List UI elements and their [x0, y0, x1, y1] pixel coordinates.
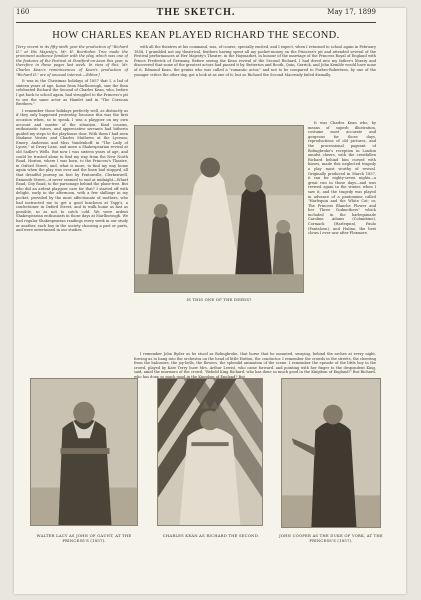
editor-note: [Very recent in its fifty-ninth year the production of "Richard II." at His Majesty's, Mr. H. Beerbohm Tree made the prominent audience familiar with the play, which was one of the features of the Festival at Stratford-on-Avon this year, is therefore in these pages last week. In view of this, Mr. Charles Kean's reminiscences of Kean's production of "Richard II." are of unusual interest.—Editor.]	[16, 45, 128, 77]
portrait-illustration	[158, 379, 262, 525]
paragraph: I remember those holidays perfectly well, as distinctly as if they only happened yesterday, because this was the first occasion when, so to speak, I was a playgoer on my own account and master of the situation. Kind cousins, enthusiastic tutors, and appreciative servants had hitherto guided my steps to the playhouse door. With them I had seen Madame Vestris and Charles Mathews at the Lyceum; Emery, Anderson and Miss Vandenhoff, in "The Lady of Lyons," at Drury Lane, and more a Shakespearian revival at old Sadler's Wells. But now I was sixteen years of age, and could be trusted alone to find my way from the New North Road, Hoxton, where I was born, to the Princess's Theatre, in Oxford Street; and, what is more, to find my way home again when the play was over and the linen had stopped, all that dreadful journey on foot by Pentonville, Clerkenwell, Exmouth Street—it never seemed to end at midnight—Wharf Road, City Road, to the parsonage behind the plane-tree. But who did an ardent playgoer care for that? I started off with delight, early in the afternoon, with a few shillings in my pocket, provided by the most affectionate of mothers, who had instructed me to get a good luncheon at Tapp's, a confectioner in Oxford Street, and to walk home as fast as possible, so as not to catch cold. We were ardent Shakespearian enthusiasts in those days at Marlborough. We had regular Shakespearian readings every week in our study or another, each boy in the society choosing a part or parts, and were entertained in our studies.	[16, 108, 128, 233]
main-photo-caption: IS THIS ONE OF THE DEEDS?	[186, 297, 252, 302]
portrait-photo-3	[281, 378, 381, 528]
article-headline: HOW CHARLES KEAN PLAYED RICHARD THE SECOND.	[52, 30, 340, 41]
scene-illustration	[135, 126, 303, 292]
paragraph: with all the theatres at his command, was, of course, specially excited, and I expect, when I returned to school again in February 1858, I grumbled not my theatrical, feathers having spent all my pocket-money on the Princess's pit and attended several of the Festival performances at Her Majesty's Theatre, in the Haymarket, in honour of the marriage of the Princess Royal of England with Prince Frederick of Germany. Before seeing the Kean revival of the Second Richard, I had dived into my father's library and discovered that some of the greatest actors had passed it by. Betterton and Booth, Quin, Garrick, and John Kemble would have none of it. Edmund Kean, the genius who was called a "romantic actor," and not to be compared to Forbes-Robertson, by one of the younger critics the other day, got a look at as one of it; but so Richard the Second Macready failed dismally.	[134, 45, 376, 77]
portrait-illustration	[31, 379, 137, 525]
article-column-right	[308, 121, 376, 371]
issue-date: May 17, 1899	[327, 8, 376, 16]
publication-title: THE SKETCH.	[156, 7, 236, 18]
article-column-bottom	[134, 352, 376, 378]
portrait-caption-2: CHARLES KEAN AS RICHARD THE SECOND.	[162, 533, 260, 538]
portrait-photo-1	[30, 378, 138, 526]
article-column-left	[16, 45, 128, 371]
portrait-photo-2	[157, 378, 263, 526]
paragraph: I remember John Ryder as he stood as Bolingbroke, that horse that he mounted, swaying, behind the arches at every night, forcing us to bang into the orchestra on the head of little Hutton, the conductor. I remember the crowds in the streets, the cheering from the balconies, the joy-bells, the flowers, the splendid animation of the scene. I remember the episode of the little boy in the crowd, played by Kate Terry (now Mrs. Arthur Lewis), who came forward, and pointing with her finger to the despondent King, said, amid the murmurs of the crowd, "Behold King Richard, who has done so much good in the Kingdom of England!" But Richard, who has done so much good in the Kingdom of England? But	[134, 352, 376, 378]
portrait-caption-3: JOHN COOPER AS THE DUKE OF YORK, AT THE PRINCESS'S (1857).	[279, 533, 383, 543]
article-column-right-top	[134, 45, 376, 121]
paragraph: It was in the Christmas holidays of 1857 that I, a lad of sixteen years of age, home from Marlborough, saw the then celebrated Richard the Second of Charles Kean, who, before I got back to school again, had struggled to the Princess's pit to see the same actor as Hamlet and in "The Corsican Brothers."	[16, 79, 128, 107]
portrait-illustration	[282, 379, 380, 527]
masthead-rule	[16, 22, 376, 23]
page-number: 160	[16, 8, 30, 16]
portrait-caption-1: WALTER LACY AS JOHN OF GAUNT, AT THE PRINCESS'S (1857).	[36, 533, 132, 543]
paragraph: It was Charles Kean who, by means of superb illustration, costume most accurate and gorgeous for those days, reproductions of old pictures, and the processional pageant of Bolingbroke's reception in London amidst cheers, with the crestfallen Richard behind him cursed with hisses, made this neglected tragedy a play most worthy of revival. Originally produced in March 1857, it ran for eighty-seven nights—a great run in those days—and was revived again in the winter, when I saw it, and the tragedy was played in advance of a pantomime called "Harlequin and the White Cat; or, The Princess Blanche Flower and her Three Godmothers" which included in the harlequinade Caroline Adams (Columbine), Cormack (Harlequin), Paulo (Pantaloon), and Huline, the best clown I ever saw after Flexmore.	[308, 121, 376, 236]
main-photograph	[134, 125, 304, 293]
masthead	[16, 8, 376, 22]
